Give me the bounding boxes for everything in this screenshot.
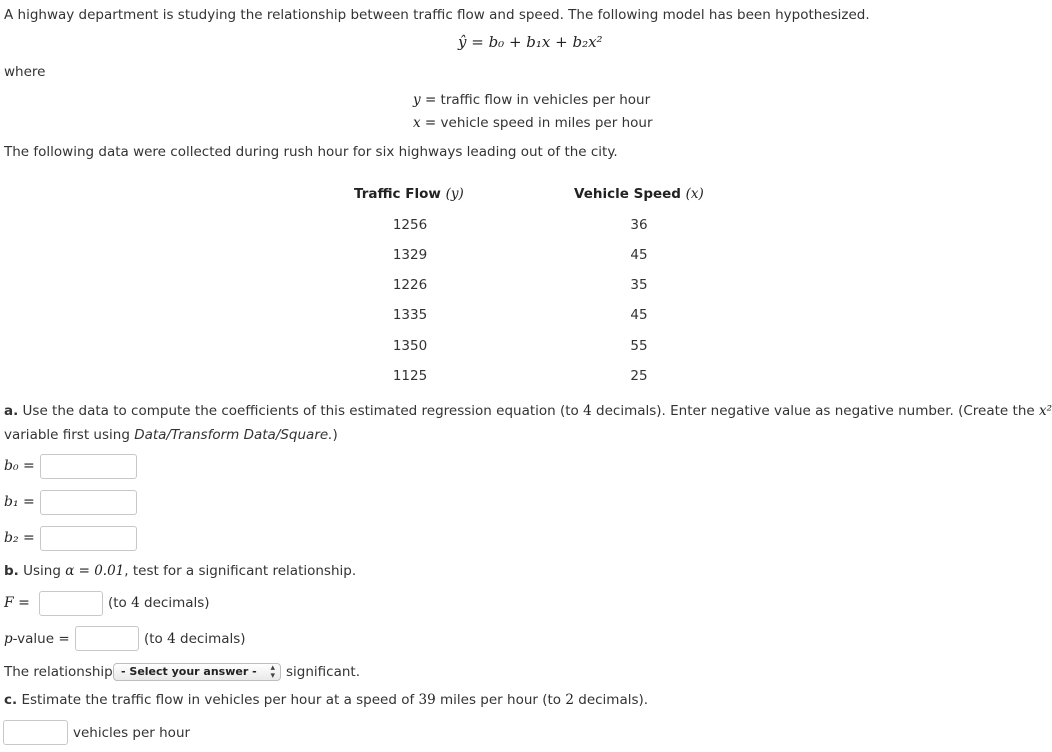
- part-c-text-post: decimals).: [578, 692, 649, 708]
- x-definition-text: vehicle speed in miles per hour: [440, 115, 653, 131]
- traffic-flow-unit: vehicles per hour: [73, 725, 191, 741]
- b0-label: b₀ =: [4, 458, 35, 474]
- f-hint-num: 4: [131, 595, 140, 611]
- part-a-decimals: 4: [583, 403, 592, 419]
- relationship-pre: The relationship: [4, 664, 113, 680]
- col1-label: Traffic Flow: [354, 186, 441, 202]
- part-c-decimals: 2: [565, 692, 574, 708]
- relationship-post: significant.: [286, 664, 360, 680]
- part-b-text-pre: Using: [23, 563, 61, 579]
- part-c-text: [4, 692, 648, 708]
- b2-input[interactable]: [40, 526, 137, 551]
- relationship-select-value: - Select your answer -: [121, 665, 257, 678]
- part-a-text: [4, 403, 1052, 419]
- table-cell-speed: 45: [630, 247, 648, 263]
- select-arrows-icon: ▴ ▾: [270, 663, 275, 681]
- p-value-hint: [144, 631, 246, 647]
- alpha-value: α = 0.01: [65, 563, 125, 579]
- p-value-input[interactable]: [75, 626, 139, 651]
- part-a-line2: [4, 427, 338, 443]
- table-cell-speed: 36: [630, 217, 648, 233]
- part-b-label: b.: [4, 563, 19, 579]
- table-cell-flow: 1329: [392, 247, 428, 263]
- x-variable: x: [413, 115, 421, 131]
- table-cell-flow: 1350: [392, 338, 428, 354]
- table-cell-flow: 1335: [392, 307, 428, 323]
- table-cell-speed: 45: [630, 307, 648, 323]
- x-squared: x²: [1038, 403, 1052, 419]
- table-header-vehicle-speed: [574, 186, 704, 202]
- p-label-rest: -value =: [12, 631, 70, 647]
- b1-input[interactable]: [40, 490, 137, 515]
- table-cell-flow: 1125: [392, 368, 428, 384]
- part-a-text-pre: Use the data to compute the coefficients of this estimated regression equation (to: [22, 403, 579, 419]
- f-label: F =: [4, 595, 30, 611]
- y-definition: y = traffic flow in vehicles per hour: [413, 92, 651, 108]
- y-variable: y: [413, 92, 421, 108]
- table-cell-flow: 1256: [392, 217, 428, 233]
- data-intro-text: The following data were collected during rush hour for six highways leading out of the city.: [4, 144, 618, 160]
- p-hint-pre: (to: [144, 631, 163, 647]
- f-hint-pre: (to: [108, 595, 127, 611]
- col1-var: (y): [445, 186, 464, 202]
- relationship-select[interactable]: [113, 663, 281, 681]
- x-definition: x = vehicle speed in miles per hour: [413, 115, 653, 131]
- where-label: where: [4, 64, 46, 80]
- part-c-speed: 39: [418, 692, 436, 708]
- menu-path: Data/Transform Data/Square.: [134, 427, 333, 443]
- b1-label: b₁ =: [4, 494, 35, 510]
- intro-text: A highway department is studying the relationship between traffic flow and speed. The following model has been hypothesized.: [4, 7, 870, 23]
- table-header-traffic-flow: [354, 186, 464, 202]
- part-c-label: c.: [4, 692, 18, 708]
- part-b-text: [4, 563, 356, 579]
- part-c-text-mid: miles per hour (to: [440, 692, 562, 708]
- p-var: p: [4, 631, 13, 647]
- table-cell-flow: 1226: [392, 277, 428, 293]
- b0-input[interactable]: [40, 454, 137, 479]
- part-a-label: a.: [4, 403, 19, 419]
- p-hint-num: 4: [167, 631, 176, 647]
- model-equation: ŷ = b₀ + b₁x + b₂x²: [458, 33, 603, 51]
- part-a-text-post: decimals). Enter negative value as negative number. (Create the: [596, 403, 1035, 419]
- f-hint-post: decimals): [144, 595, 210, 611]
- part-c-text-pre: Estimate the traffic flow in vehicles per hour at a speed of: [21, 692, 415, 708]
- table-cell-speed: 35: [630, 277, 648, 293]
- p-value-label: [4, 631, 70, 647]
- col2-label: Vehicle Speed: [574, 186, 681, 202]
- f-input[interactable]: [39, 591, 103, 616]
- p-hint-post: decimals): [180, 631, 246, 647]
- y-definition-text: traffic flow in vehicles per hour: [440, 92, 651, 108]
- b2-label: b₂ =: [4, 530, 35, 546]
- part-a-line2-pre: variable first using: [4, 427, 130, 443]
- table-cell-speed: 55: [630, 338, 648, 354]
- f-hint: [108, 595, 210, 611]
- part-a-line2-post: ): [332, 427, 338, 443]
- col2-var: (x): [685, 186, 704, 202]
- table-cell-speed: 25: [630, 368, 648, 384]
- part-b-text-post: , test for a significant relationship.: [124, 563, 357, 579]
- traffic-flow-estimate-input[interactable]: [3, 720, 68, 745]
